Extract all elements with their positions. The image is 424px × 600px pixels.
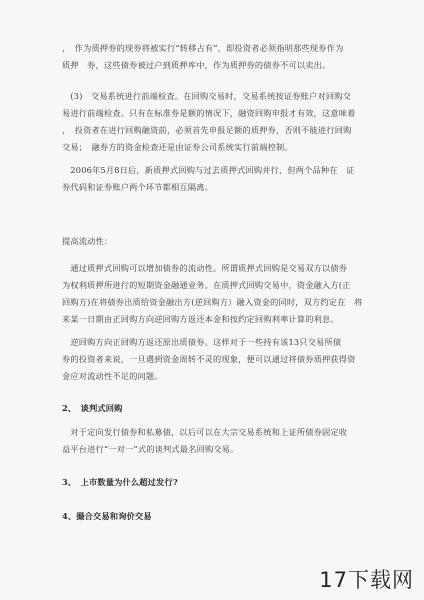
paragraph-line: (3) 交易系统进行前端检查。在回购交易时，交易系统按证券账户对回购交 (62, 91, 351, 101)
paragraph-line: ， 投资者在进行回购融资前，必须首先申报足额的质押券，否则不能进行回购 (62, 125, 352, 135)
numbered-heading: 2、 谈判式回购 (62, 403, 123, 413)
paragraph-line: 金应对流动性不足的问题。 (62, 371, 163, 381)
paragraph-line: 来某一日期由正回购方向逆回购方返还本金和按约定回购利率计算的利息。 (62, 314, 339, 324)
paragraph-line: 易进行前端检查。只有在标准券是额的情况下，融资回购申报才有效，这意味着 (62, 108, 356, 118)
paragraph-line: 对于定向发行债券和私募债，以后可以在大宗交易系统和上证所债券固定收 (62, 427, 348, 437)
paragraph-line: 回购方)在将债券出质给资金融出方(逆回购方）融入资金的同时，双方约定在 将 (62, 297, 363, 307)
section-heading: 提高流动性： (62, 236, 113, 246)
numbered-heading: 4、撮合交易和询价交易 (62, 511, 152, 521)
paragraph-line: 券代码和证券账户两个环节都相互隔离。 (62, 182, 213, 192)
paragraph-line: 逆回购方向正回购方返还原出质债券。这样对于一些持有该13只交易所债 (62, 337, 342, 347)
paragraph-line: 为权利质押所进行的短期资金融通业务。在质押式回购交易中，资金融入方(正 (62, 280, 351, 290)
paragraph-line: 券的投资者来说，一旦遇到资金周转不灵的现象，便可以通过将债券质押获得资 (62, 354, 356, 364)
paragraph-line: ， 作为质押券的现券将被实行“转移占有”，即投资者必须指明那些现券作为 (62, 43, 344, 53)
paragraph-line: 2006年5月8日后，新质押式回购与过去质押式回购并行，但两个品种在 证 (62, 165, 355, 175)
watermark-logo: 17下载网 (319, 568, 414, 592)
paragraph-line: 通过质押式回购可以增加债券的流动性。所谓质押式回购是交易双方以债券 (62, 263, 348, 273)
paragraph-line: 交易； 融券方的资金检查还是由证券公司系统实行前端控制。 (62, 142, 293, 152)
numbered-heading: 3、 上市数量为什么超过发行? (62, 477, 178, 487)
paragraph-line: 益平台进行“一对一”式的谈判式最名回购交易。 (62, 444, 239, 454)
paragraph-line: 质押 券，这些债券被过户到质押库中，作为质押券的债券不可以卖出。 (62, 60, 331, 70)
